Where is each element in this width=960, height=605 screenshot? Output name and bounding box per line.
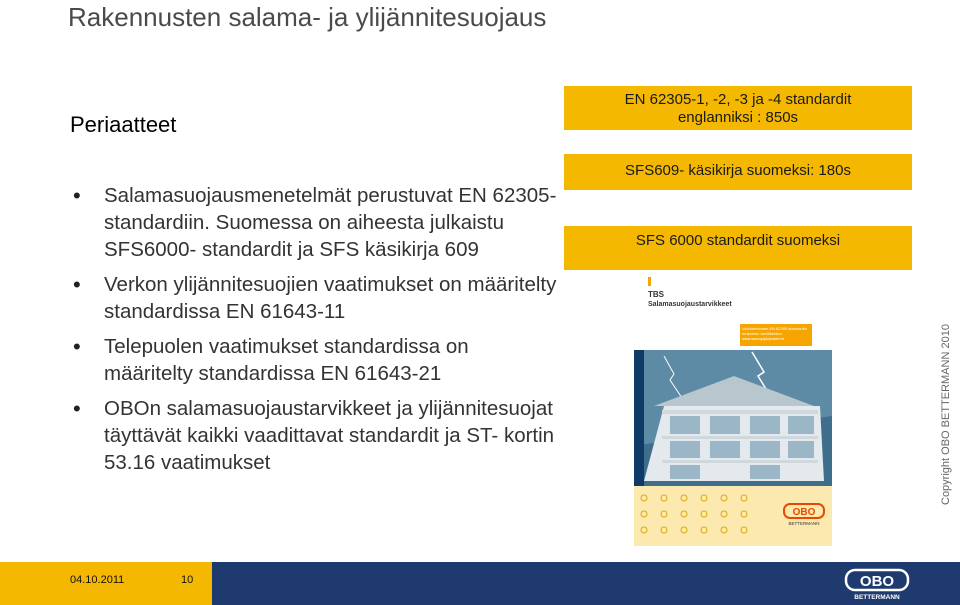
banner-line: EN 62305-1, -2, -3 ja -4 standardit xyxy=(624,91,852,108)
obo-logo-text: OBO xyxy=(859,573,895,590)
brochure-tbs: TBS xyxy=(648,290,664,299)
banner-line: englanniksi : 850s xyxy=(677,109,799,126)
banner-sfs6000: SFS 6000 standardit suomeksi xyxy=(564,226,912,270)
banner-en62305 xyxy=(564,86,912,130)
copyright-note: Copyright OBO BETTERMANN 2010 xyxy=(940,324,952,505)
bullet-item: • Verkon ylijännitesuojien vaatimukset on määritelty standardissa EN 61643-11 xyxy=(70,271,560,325)
footer-date: 04.10.2011 xyxy=(70,574,125,586)
bullet-item: • Salamasuojausmenetelmät perustuvat EN 62305- standardiin. Suomessa on aiheesta julkaistu SFS6000- standardit ja SFS käsikirja 609 xyxy=(70,182,560,263)
obo-logo-sub: BETTERMANN xyxy=(854,594,900,601)
brochure-sticker: Vaihtoehtoinen EN 62305 standardin mukainen tarvikkeiden salamasuojajärjestelmä xyxy=(742,326,808,341)
bullet-item: • OBOn salamasuojaustarvikkeet ja ylijännitesuojat täyttävät kaikki vaadittavat standardit ja ST- kortin 53.16 vaatimukset xyxy=(70,395,560,476)
bullet-list xyxy=(70,182,560,484)
banner-sfs609: SFS609- käsikirja suomeksi: 180s xyxy=(564,154,912,190)
obo-logo xyxy=(842,562,912,605)
page-number: 10 xyxy=(181,574,194,586)
brochure-cover-image xyxy=(634,276,832,546)
bullet-item: • Telepuolen vaatimukset standardissa on määritelty standardissa EN 61643-21 xyxy=(70,333,560,387)
brochure-logo-sub: BETTERMANN xyxy=(788,521,820,526)
slide-subtitle: Periaatteet xyxy=(70,112,177,137)
slide-title: Rakennusten salama- ja ylijännitesuojaus xyxy=(68,2,547,32)
brochure-name: Salamasuojaustarvikkeet xyxy=(648,301,732,308)
brochure-logo: OBO xyxy=(792,507,816,518)
